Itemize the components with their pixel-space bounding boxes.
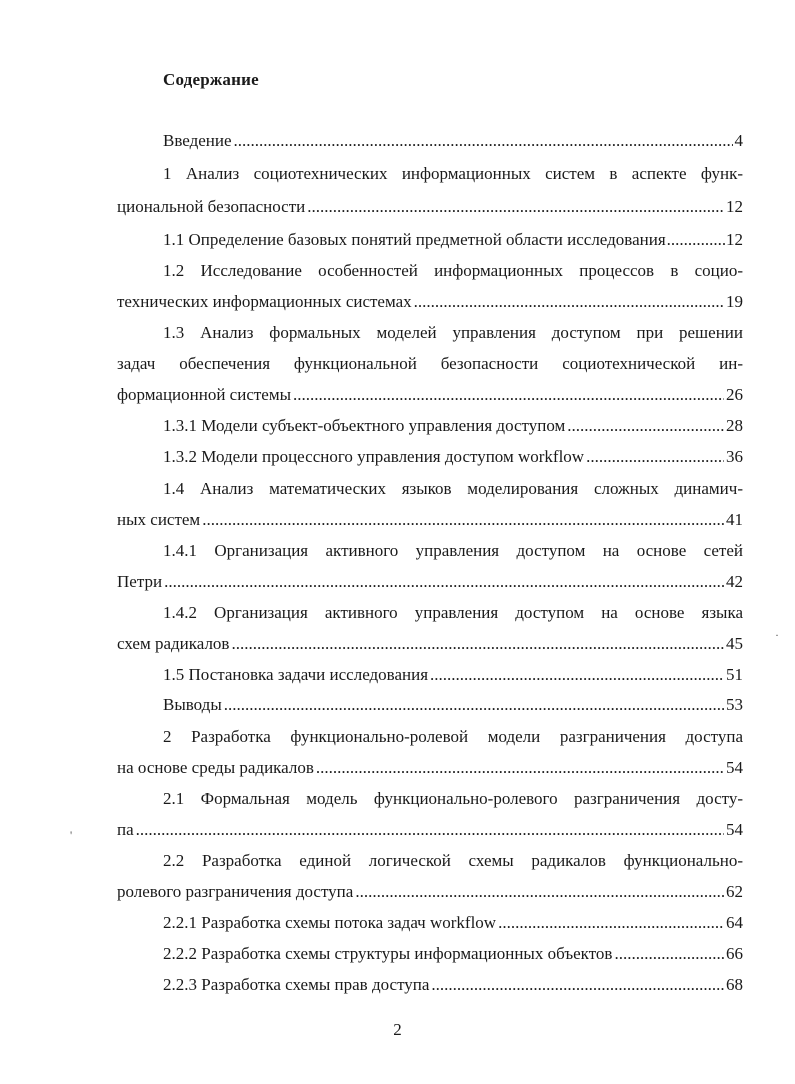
toc-entry-page: 53 — [726, 695, 743, 714]
toc-entry-title: 1.5 Постановка задачи исследования — [163, 665, 429, 684]
toc-leader — [224, 692, 724, 718]
toc-entry-title: 1.3.2 Модели процессного управления доступом workflow — [163, 447, 585, 466]
toc-entry-intro — [163, 128, 743, 154]
toc-entry-1-3-1 — [163, 413, 743, 439]
toc-entry-title: схем радикалов — [117, 634, 230, 653]
toc-entry-1-2-line1: 1.2 Исследование особенностей информационных процессов в социо- — [163, 261, 743, 280]
toc-entry-1-3-2 — [163, 444, 743, 470]
toc-entry-ch1-line2 — [117, 194, 743, 220]
toc-entry-title: 1.1 Определение базовых понятий предметной области исследования — [163, 230, 666, 249]
toc-entry-2-1-line1: 2.1 Формальная модель функционально-ролевого разграничения досту- — [163, 789, 743, 808]
toc-leader — [567, 413, 724, 439]
toc-entry-title: на основе среды радикалов — [117, 758, 314, 777]
toc-leader — [307, 194, 724, 220]
toc-entry-1-3-line1: 1.3 Анализ формальных моделей управления доступом при решении — [163, 323, 743, 342]
toc-entry-2-2-1 — [163, 910, 743, 936]
toc-leader — [164, 569, 724, 595]
toc-entry-title: Петри — [117, 572, 163, 591]
toc-entry-title: 2.2.3 Разработка схемы прав доступа — [163, 975, 430, 994]
toc-entry-page: 26 — [726, 385, 743, 404]
toc-leader — [414, 289, 724, 315]
toc-entry-2-1-line2 — [117, 817, 743, 843]
scan-speck: ' — [70, 828, 73, 842]
page-number: 2 — [393, 1020, 402, 1039]
toc-leader — [667, 227, 725, 253]
toc-entry-page: 62 — [726, 882, 743, 901]
toc-entry-page: 68 — [726, 975, 743, 994]
toc-leader — [234, 128, 733, 154]
toc-leader — [316, 755, 724, 781]
toc-entry-title: 2.2.2 Разработка схемы структуры информационных объектов — [163, 944, 613, 963]
toc-entry-1-4-1-line1: 1.4.1 Организация активного управления доступом на основе сетей — [163, 541, 743, 560]
toc-entry-1-3-line2: задач обеспечения функциональной безопасности социотехнической ин- — [117, 354, 743, 373]
toc-heading: Содержание — [163, 70, 259, 89]
toc-entry-2-2-line1: 2.2 Разработка единой логической схемы радикалов функционально- — [163, 851, 743, 870]
toc-entry-ch1-line1: 1 Анализ социотехнических информационных систем в аспекте функ- — [163, 164, 743, 183]
toc-entry-conclusions — [163, 692, 743, 718]
toc-leader — [430, 662, 724, 688]
toc-leader — [136, 817, 724, 843]
toc-entry-1-1 — [163, 227, 743, 253]
toc-entry-2-2-3 — [163, 972, 743, 998]
toc-entry-1-3-line3 — [117, 382, 743, 408]
toc-entry-title: технических информационных системах — [117, 292, 412, 311]
toc-entry-page: 41 — [726, 510, 743, 529]
toc-leader — [202, 507, 724, 533]
toc-entry-page: 36 — [726, 447, 743, 466]
toc-entry-title: 1.3.1 Модели субъект-объектного управления доступом — [163, 416, 566, 435]
toc-leader — [293, 382, 724, 408]
toc-entry-page: 28 — [726, 416, 743, 435]
toc-leader — [586, 444, 724, 470]
toc-entry-1-2-line2 — [117, 289, 743, 315]
toc-entry-title: ролевого разграничения доступа — [117, 882, 354, 901]
toc-entry-1-4-2-line2 — [117, 631, 743, 657]
toc-entry-page: 66 — [726, 944, 743, 963]
toc-entry-page: 12 — [726, 230, 743, 249]
toc-entry-2-2-line2 — [117, 879, 743, 905]
toc-entry-1-4-1-line2 — [117, 569, 743, 595]
toc-leader — [231, 631, 724, 657]
toc-entry-page: 64 — [726, 913, 743, 932]
toc-entry-1-5 — [163, 662, 743, 688]
scan-speck: · — [775, 628, 779, 642]
toc-entry-title: Введение — [163, 131, 232, 150]
toc-entry-title: па — [117, 820, 134, 839]
toc-entry-title: Выводы — [163, 695, 222, 714]
toc-entry-page: 4 — [734, 131, 743, 150]
toc-entry-title: формационной системы — [117, 385, 292, 404]
toc-leader — [614, 941, 724, 967]
toc-entry-page: 54 — [726, 758, 743, 777]
toc-entry-page: 12 — [726, 197, 743, 216]
toc-entry-page: 19 — [726, 292, 743, 311]
toc-entry-1-4-line2 — [117, 507, 743, 533]
toc-entry-page: 51 — [726, 665, 743, 684]
toc-entry-page: 42 — [726, 572, 743, 591]
toc-entry-2-2-2 — [163, 941, 743, 967]
toc-entry-ch2-line2 — [117, 755, 743, 781]
toc-entry-page: 45 — [726, 634, 743, 653]
toc-leader — [431, 972, 724, 998]
toc-entry-title: ных систем — [117, 510, 201, 529]
toc-leader — [498, 910, 724, 936]
toc-entry-ch2-line1: 2 Разработка функционально-ролевой модели разграничения доступа — [163, 727, 743, 746]
toc-entry-1-4-2-line1: 1.4.2 Организация активного управления доступом на основе языка — [163, 603, 743, 622]
toc-leader — [355, 879, 724, 905]
toc-entry-title: 2.2.1 Разработка схемы потока задач workflow — [163, 913, 497, 932]
toc-entry-title: циональной безопасности — [117, 197, 306, 216]
toc-entry-page: 54 — [726, 820, 743, 839]
toc-entry-1-4-line1: 1.4 Анализ математических языков моделирования сложных динамич- — [163, 479, 743, 498]
